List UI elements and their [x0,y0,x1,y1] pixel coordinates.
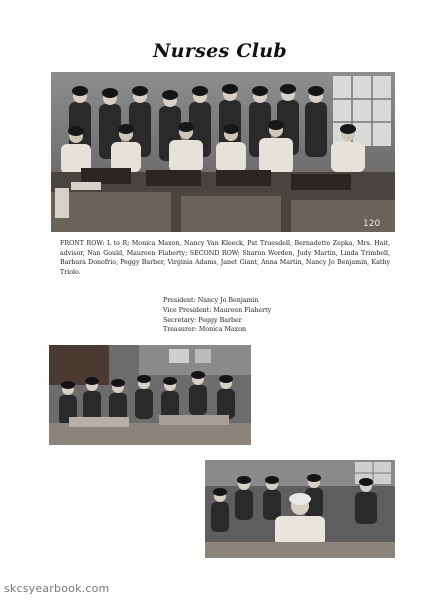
group-photo-main-image [51,72,395,232]
classroom-photo-left-image [49,345,251,445]
photo-caption: FRONT ROW: L to R; Monica Maxon, Nancy Van Kleeck, Pat Truesdell, Bernadette Zepka, Mrs. Hait, advisor, Nan Gould, Maureen Flaherty; SECOND ROW: Sharon Worden, Judy Martin, Linda Trimbell, Barbara Donofrio, Peggy Barber, Virginia Adams, Janet Giant, Anna Martin, Nancy Jo Benjamin, Kathy Triolo. [60,240,390,276]
officer-vice-president [163,306,363,316]
classroom-photo-right [205,460,395,558]
officer-name: Nancy Jo Benjamin [197,297,259,304]
officers-list [163,296,363,335]
officer-role: President: [163,297,196,304]
officer-role: Vice President: [163,306,212,314]
classroom-photo-right-image [205,460,395,558]
officer-secretary [163,316,363,326]
classroom-photo-left [49,345,251,445]
officer-name: Peggy Barber [198,316,242,324]
officer-name: Monica Maxon [198,326,247,334]
main-photo-board-text: 120 [363,219,381,229]
officer-role: Treasurer: [163,326,197,334]
officer-treasurer [163,325,363,335]
group-photo-main [51,72,395,232]
officer-role: Secretary: [163,316,197,324]
officer-president [163,296,363,306]
officer-name: Maureen Flaherty [213,306,272,314]
page-title: Nurses Club [152,40,288,62]
site-watermark: skcsyearbook.com [4,582,110,595]
